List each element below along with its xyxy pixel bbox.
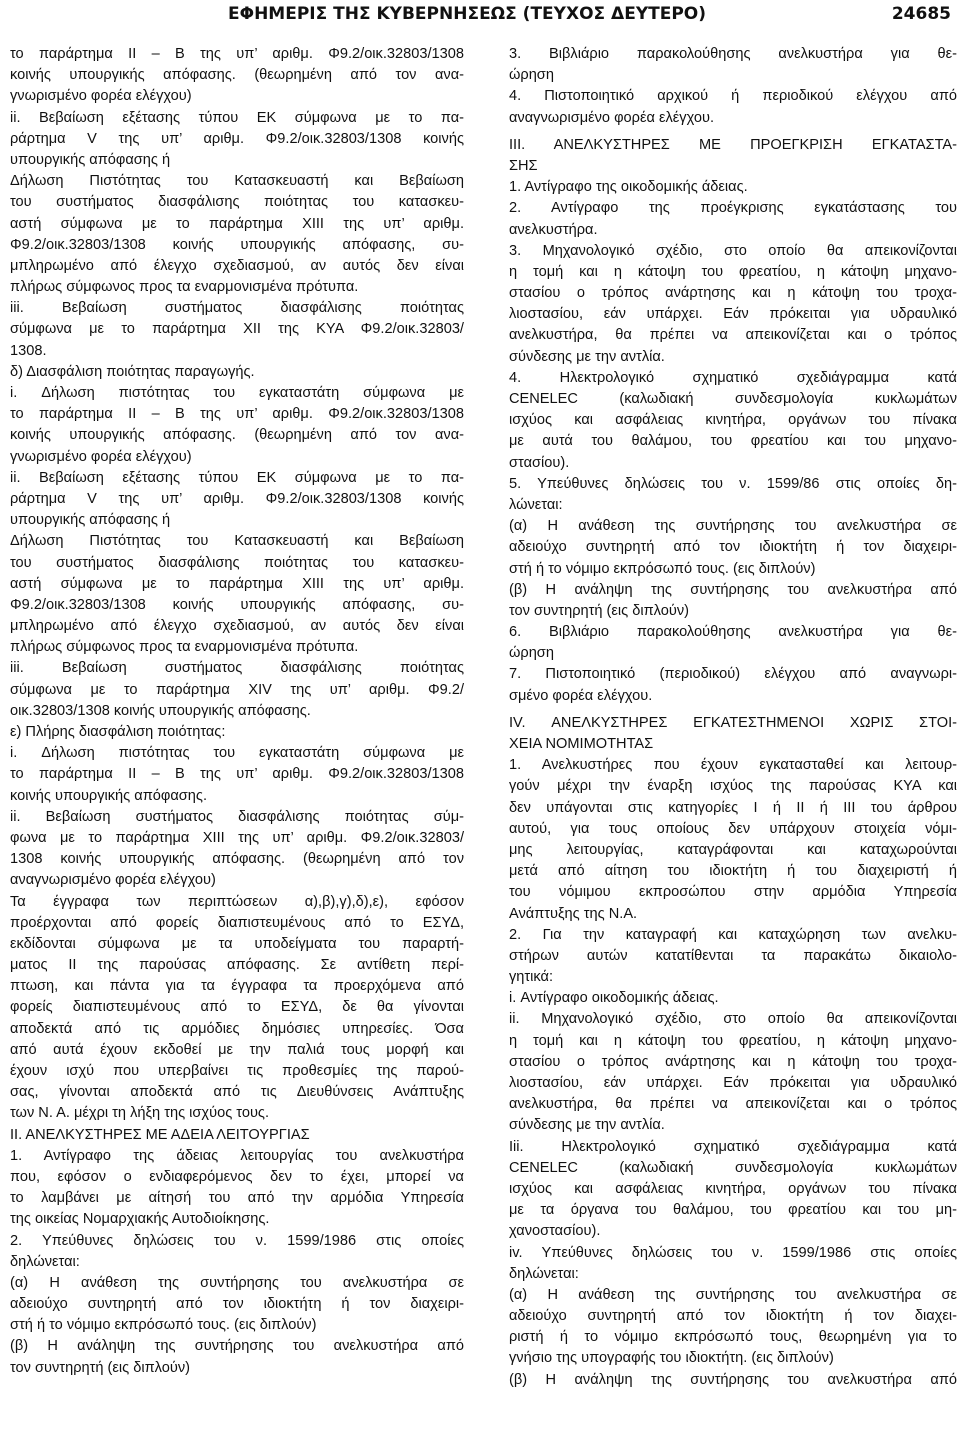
text-line: Iii. Ηλεκτρολογικό σχηματικό σχεδιάγραμμα κατά: [509, 1138, 957, 1155]
text-line: των Ν. Α. μέχρι τη λήξη της ισχύος τους.: [10, 1105, 270, 1122]
text-line: ΙΙ. ΑΝΕΛΚΥΣΤΗΡΕΣ ΜΕ ΑΔΕΙΑ ΛΕΙΤΟΥΡΓΙΑΣ: [10, 1126, 310, 1143]
text-line: Φ9.2/οικ.32803/1308 κοινής υπουργικής απόφασης, συ-: [10, 236, 464, 253]
text-line: σύνδεσης με την αντλία.: [509, 348, 665, 365]
text-line: το παράρτημα ΙΙ – Β της υπ’ αριθμ. Φ9.2/οικ.32803/1308: [10, 406, 464, 423]
text-line: αδειούχο συντηρητή από τον ιδιοκτήτη ή τον διαχειρι-: [509, 539, 957, 556]
text-line: (α) Η ανάθεση της συντήρησης του ανελκυστήρα σε: [10, 1274, 464, 1291]
text-line: σύμφωνα με το παράρτημα ΧIV της υπ’ αριθμ. Φ9.2/: [10, 681, 464, 698]
text-line: στή ή το νόμιμο εκπρόσωπό τους. (εις διπλούν): [10, 1317, 317, 1334]
text-line: 1. Αντίγραφο της οικοδομικής άδειας.: [509, 179, 748, 196]
text-line: στασίου ο τρόπος ανάρτησης και η κάτοψη του τροχα-: [509, 285, 957, 302]
text-line: ισχύος και ασφάλειας κινητήρα, οργάνων του πίνακα: [509, 412, 957, 429]
text-line: το παράρτημα ΙΙ – Β της υπ’ αριθμ. Φ9.2/οικ.32803/1308: [10, 766, 464, 783]
text-line: iv. Υπεύθυνες δηλώσεις του ν. 1599/1986 στις οποίες: [509, 1244, 957, 1261]
text-line: υπουργικής απόφασης ή: [10, 512, 171, 529]
text-line: με τα όργανα του θαλάμου, του φρεατίου και του μη-: [509, 1202, 957, 1219]
text-line: κοινής υπουργικής απόφασης.: [10, 787, 207, 804]
text-line: iii. Βεβαίωση συστήματος διασφάλισης ποιότητας: [10, 660, 464, 677]
text-line: λώνεται:: [509, 496, 563, 513]
text-line: ανελκυστήρα, θα πρέπει να απεικονίζεται και ο τρόπος: [509, 1096, 957, 1113]
page-number: 24685: [891, 4, 951, 24]
text-line: αυτού, για τους οποίους δεν υπάρχουν στοιχεία νόμι-: [509, 820, 957, 837]
page-header: [0, 0, 960, 36]
text-line: (β) Η ανάληψη της συντήρησης του ανελκυστήρα από: [10, 1338, 464, 1355]
text-line: CENELEC (καλωδιακή συνδεσμολογία κυκλωμάτων: [509, 391, 957, 407]
text-line: Δήλωση Πιστότητας του Κατασκευαστή και Βεβαίωση: [10, 173, 464, 190]
text-line: αδειούχο συντηρητή από τον ιδιοκτήτη ή τον διαχειρι-: [10, 1296, 464, 1313]
text-line: που, εφόσον ο ενδιαφερόμενος δεν το έχει, μπορεί να: [10, 1168, 464, 1185]
text-line: οικ.32803/1308 κοινής υπουργικής απόφασης.: [10, 702, 311, 719]
text-line: i. Δήλωση πιστότητας του εγκαταστάτη σύμφωνα με: [10, 385, 464, 401]
text-line: στασίου).: [509, 454, 570, 471]
text-line: ε) Πλήρης διασφάλιση ποιότητας:: [10, 724, 226, 740]
text-line: του νόμιμου εκπροσώπου στην αρμόδια Υπηρεσία: [509, 884, 957, 901]
text-line: φορείς διαπιστευμένους από το ΕΣΥΔ, δε θα γίνονται: [10, 999, 464, 1016]
text-line: δ) Διασφάλιση ποιότητας παραγωγής.: [10, 363, 255, 380]
text-line: σύμφωνα με το παράρτημα ΧΙΙ της ΚΥΑ Φ9.2/οικ.32803/: [10, 321, 464, 338]
text-line: γνωρισμένο φορέα ελέγχου): [10, 88, 192, 105]
text-line: από αυτά έχουν εκδοθεί με την παλιά τους μορφή και: [10, 1041, 464, 1058]
text-line: Τα έγγραφα των περιπτώσεων α),β),γ),δ),ε), εφόσον: [10, 893, 464, 910]
text-line: στή ή το νόμιμο εκπρόσωπό τους. (εις διπλούν): [509, 560, 816, 577]
text-line: πλήρως σύμφωνος προς τα εναρμονισμένα πρότυπα.: [10, 279, 359, 296]
text-line: δεν υπάγονται στις κατηγορίες Ι ή ΙΙ ή ΙΙΙ του άρθρου: [509, 799, 957, 816]
text-line: (β) Η ανάληψη της συντήρησης του ανελκυστήρα από: [509, 581, 957, 598]
text-line: της οικείας Νομαρχιακής Αυτοδιοίκησης.: [10, 1211, 270, 1228]
text-line: i. Αντίγραφο οικοδομικής άδειας.: [509, 990, 719, 1007]
text-line: 2. Αντίγραφο της προέγκρισης εγκατάστασης του: [509, 200, 957, 217]
text-line: στήρων αυτών κατατίθενται τα παρακάτω δικαιολο-: [509, 947, 957, 964]
text-line: 1308.: [10, 342, 47, 359]
text-line: ματος ΙΙ της παρούσας απόφασης. Σε αντίθετη περί-: [10, 957, 464, 974]
text-line: 4. Ηλεκτρολογικό σχηματικό σχεδιάγραμμα κατά: [509, 369, 957, 386]
text-line: (α) Η ανάθεση της συντήρησης του ανελκυστήρα σε: [509, 1286, 957, 1303]
text-line: αποδεκτά από τις αρμόδιες δημόσιες υπηρεσίες. Όσα: [10, 1020, 464, 1037]
text-line: το λαμβάνει με αίτησή του από την αρμόδια Υπηρεσία: [10, 1190, 464, 1207]
text-line: σμένο φορέα ελέγχου.: [509, 687, 653, 704]
text-line: σύνδεσης με την αντλία.: [509, 1117, 665, 1134]
text-line: 2. Για την καταγραφή και καταχώρηση των ανελκυ-: [509, 926, 957, 943]
text-line: 1. Ανελκυστήρες που έχουν εγκατασταθεί και λειτουρ-: [509, 757, 957, 774]
text-line: αναγνωρισμένο φορέα ελέγχου): [10, 872, 216, 889]
text-line: 3. Βιβλιάριο παρακολούθησης ανελκυστήρα για θε-: [509, 46, 957, 62]
text-line: 2. Υπεύθυνες δηλώσεις του ν. 1599/1986 στις οποίες: [10, 1232, 464, 1249]
text-line: γνωρισμένο φορέα ελέγχου): [10, 448, 192, 465]
text-line: ριστή ή το νόμιμο εκπρόσωπό τους, θεωρημένη για το: [509, 1329, 957, 1346]
text-line: Δήλωση Πιστότητας του Κατασκευαστή και Βεβαίωση: [10, 533, 464, 550]
text-line: 1. Αντίγραφο της άδειας λειτουργίας του ανελκυστήρα: [10, 1147, 464, 1164]
text-line: στασίου ο τρόπος ανάρτησης και η κάτοψη του τροχα-: [509, 1053, 957, 1070]
text-line: αναγνωρισμένο φορέα ελέγχου.: [509, 109, 714, 126]
text-line: CENELEC (καλωδιακή συνδεσμολογία κυκλωμάτων: [509, 1159, 957, 1176]
text-line: δηλώνεται:: [10, 1253, 80, 1270]
text-line: μπληρωμένο από έλεγχο σχεδιασμού, αν αυτός δεν είναι: [10, 618, 464, 635]
text-line: 5. Υπεύθυνες δηλώσεις του ν. 1599/86 στις οποίες δη-: [509, 475, 957, 492]
text-line: γνήσιο της υπογραφής του ιδιοκτήτη. (εις διπλούν): [509, 1350, 834, 1367]
text-line: IV. ΑΝΕΛΚΥΣΤΗΡΕΣ ΕΓΚΑΤΕΣΤΗΜΕΝΟΙ ΧΩΡΙΣ ΣΤΟΙ-: [509, 714, 957, 731]
text-line: ανελκυστήρα.: [509, 221, 598, 238]
text-line: μης λειτουργίας, καταγράφονται και καταχωρούνται: [509, 841, 957, 858]
text-line: 7. Πιστοποιητικό (περιοδικού) ελέγχου από αναγνωρι-: [509, 666, 957, 683]
gazette-title: ΕΦΗΜΕΡΙΣ ΤΗΣ ΚΥΒΕΡΝΗΣΕΩΣ (ΤΕΥΧΟΣ ΔΕΥΤΕΡΟ): [228, 4, 707, 24]
text-line: δηλώνεται:: [509, 1265, 579, 1282]
text-line: Ανάπτυξης της Ν.Α.: [509, 905, 638, 922]
text-line: το παράρτημα ΙΙ – Β της υπ’ αριθμ. Φ9.2/οικ.32803/1308: [10, 46, 464, 62]
text-line: ισχύος και ασφάλειας κινητήρα, οργάνων του πίνακα: [509, 1180, 957, 1197]
text-line: πτωση, και πάντα για τα έγγραφα τα προερχόμενα από: [10, 978, 464, 995]
text-line: εκδίδονται σύμφωνα με τα υποδείγματα του παραρτή-: [10, 935, 464, 952]
text-line: λιοστασίου, εάν υπάρχει. Εάν πρόκειται για υδραυλικό: [509, 1075, 957, 1091]
text-line: ανελκυστήρα, θα πρέπει να απεικονίζεται και ο τρόπος: [509, 327, 957, 344]
text-line: κοινής υπουργικής απόφασης. (θεωρημένη από τον ανα-: [10, 427, 464, 444]
text-line: γητικά:: [509, 969, 554, 986]
text-line: του συστήματος διασφάλισης ποιότητας του κατασκευ-: [10, 194, 464, 211]
text-line: με αυτά του θαλάμου, του φρεατίου και του μηχανο-: [509, 433, 957, 450]
text-line: ΧΕΙΑ ΝΟΜΙΜΟΤΗΤΑΣ: [509, 736, 654, 752]
text-line: 1308 κοινής υπουργικής απόφασης. (θεωρημένη από τον: [10, 851, 464, 868]
text-line: ράρτημα V της υπ’ αριθμ. Φ9.2/οικ.32803/1308 κοινής: [10, 130, 464, 147]
text-line: ii. Βεβαίωση συστήματος διασφάλισης ποιότητας σύμ-: [10, 808, 464, 825]
text-line: γούν μέχρι την έναρξη ισχύος της παρούσας ΚΥΑ και: [509, 778, 957, 795]
text-line: προέρχονται από φορείς διαπιστευμένους από το ΕΣΥΔ,: [10, 914, 464, 931]
left-column: [10, 44, 464, 1379]
text-line: λιοστασίου, εάν υπάρχει. Εάν πρόκειται για υδραυλικό: [509, 306, 957, 323]
text-line: Φ9.2/οικ.32803/1308 κοινής υπουργικής απόφασης, συ-: [10, 596, 464, 613]
text-line: αδειούχο συντηρητή από τον ιδιοκτήτη ή τον διαχει-: [509, 1308, 957, 1325]
right-column: [509, 44, 957, 1391]
text-line: σας, γίνονται αποδεκτά από τις Διευθύνσεις Ανάπτυξης: [10, 1084, 464, 1101]
text-line: ράρτημα V της υπ’ αριθμ. Φ9.2/οικ.32803/1308 κοινής: [10, 490, 464, 507]
text-line: ii. Βεβαίωση εξέτασης τύπου ΕΚ σύμφωνα με το πα-: [10, 469, 464, 486]
text-line: 3. Μηχανολογικό σχέδιο, στο οποίο θα απεικονίζονται: [509, 242, 957, 259]
text-line: αστή σύμφωνα με το παράρτημα ΧΙΙΙ της υπ’ αριθμ.: [10, 575, 464, 592]
text-line: υπουργικής απόφασης ή: [10, 151, 171, 168]
text-line: κοινής υπουργικής απόφασης. (θεωρημένη από τον ανα-: [10, 67, 464, 84]
text-line: 4. Πιστοποιητικό αρχικού ή περιοδικού ελέγχου από: [509, 88, 957, 105]
text-line: έχουν ισχύ που υπερβαίνει τις προθεσμίες της παρού-: [10, 1063, 464, 1079]
text-line: πλήρως σύμφωνος προς τα εναρμονισμένα πρότυπα.: [10, 639, 359, 656]
text-line: iii. Βεβαίωση συστήματος διασφάλισης ποιότητας: [10, 300, 464, 317]
text-line: i. Δήλωση πιστότητας του εγκαταστάτη σύμφωνα με: [10, 745, 464, 762]
text-line: ώρηση: [509, 67, 554, 84]
text-line: φωνα με το παράρτημα ΧΙΙΙ της υπ’ αριθμ. Φ9.2/οικ.32803/: [10, 829, 464, 846]
text-line: του συστήματος διασφάλισης ποιότητας του κατασκευ-: [10, 554, 464, 571]
text-line: ΙΙΙ. ΑΝΕΛΚΥΣΤΗΡΕΣ ΜΕ ΠΡΟΕΓΚΡΙΣΗ ΕΓΚΑΤΑΣΤΑ-: [509, 136, 957, 153]
text-line: τον συντηρητή (εις διπλούν): [10, 1359, 191, 1376]
text-line: τον συντηρητή (εις διπλούν): [509, 602, 690, 619]
text-line: η τομή και η κάτοψη του φρεατίου, η κάτοψη μηχανο-: [509, 1032, 957, 1049]
text-line: αστή σύμφωνα με το παράρτημα ΧΙΙΙ της υπ’ αριθμ.: [10, 215, 464, 232]
text-line: χανοστασίου).: [509, 1223, 601, 1240]
text-line: η τομή και η κάτοψη του φρεατίου, η κάτοψη μηχανο-: [509, 263, 957, 280]
text-line: μετά από αίτηση του ιδιοκτήτη ή του διαχειριστή ή: [509, 863, 957, 880]
text-line: ii. Μηχανολογικό σχέδιο, στο οποίο θα απεικονίζονται: [509, 1011, 957, 1028]
text-line: 6. Βιβλιάριο παρακολούθησης ανελκυστήρα για θε-: [509, 624, 957, 641]
text-line: (α) Η ανάθεση της συντήρησης του ανελκυστήρα σε: [509, 518, 957, 535]
text-line: ΣΗΣ: [509, 157, 538, 174]
text-line: ii. Βεβαίωση εξέτασης τύπου ΕΚ σύμφωνα με το πα-: [10, 109, 464, 126]
text-line: (β) Η ανάληψη της συντήρησης του ανελκυστήρα από: [509, 1371, 957, 1388]
text-line: μπληρωμένο από έλεγχο σχεδιασμού, αν αυτός δεν είναι: [10, 257, 464, 274]
text-line: ώρηση: [509, 645, 554, 662]
